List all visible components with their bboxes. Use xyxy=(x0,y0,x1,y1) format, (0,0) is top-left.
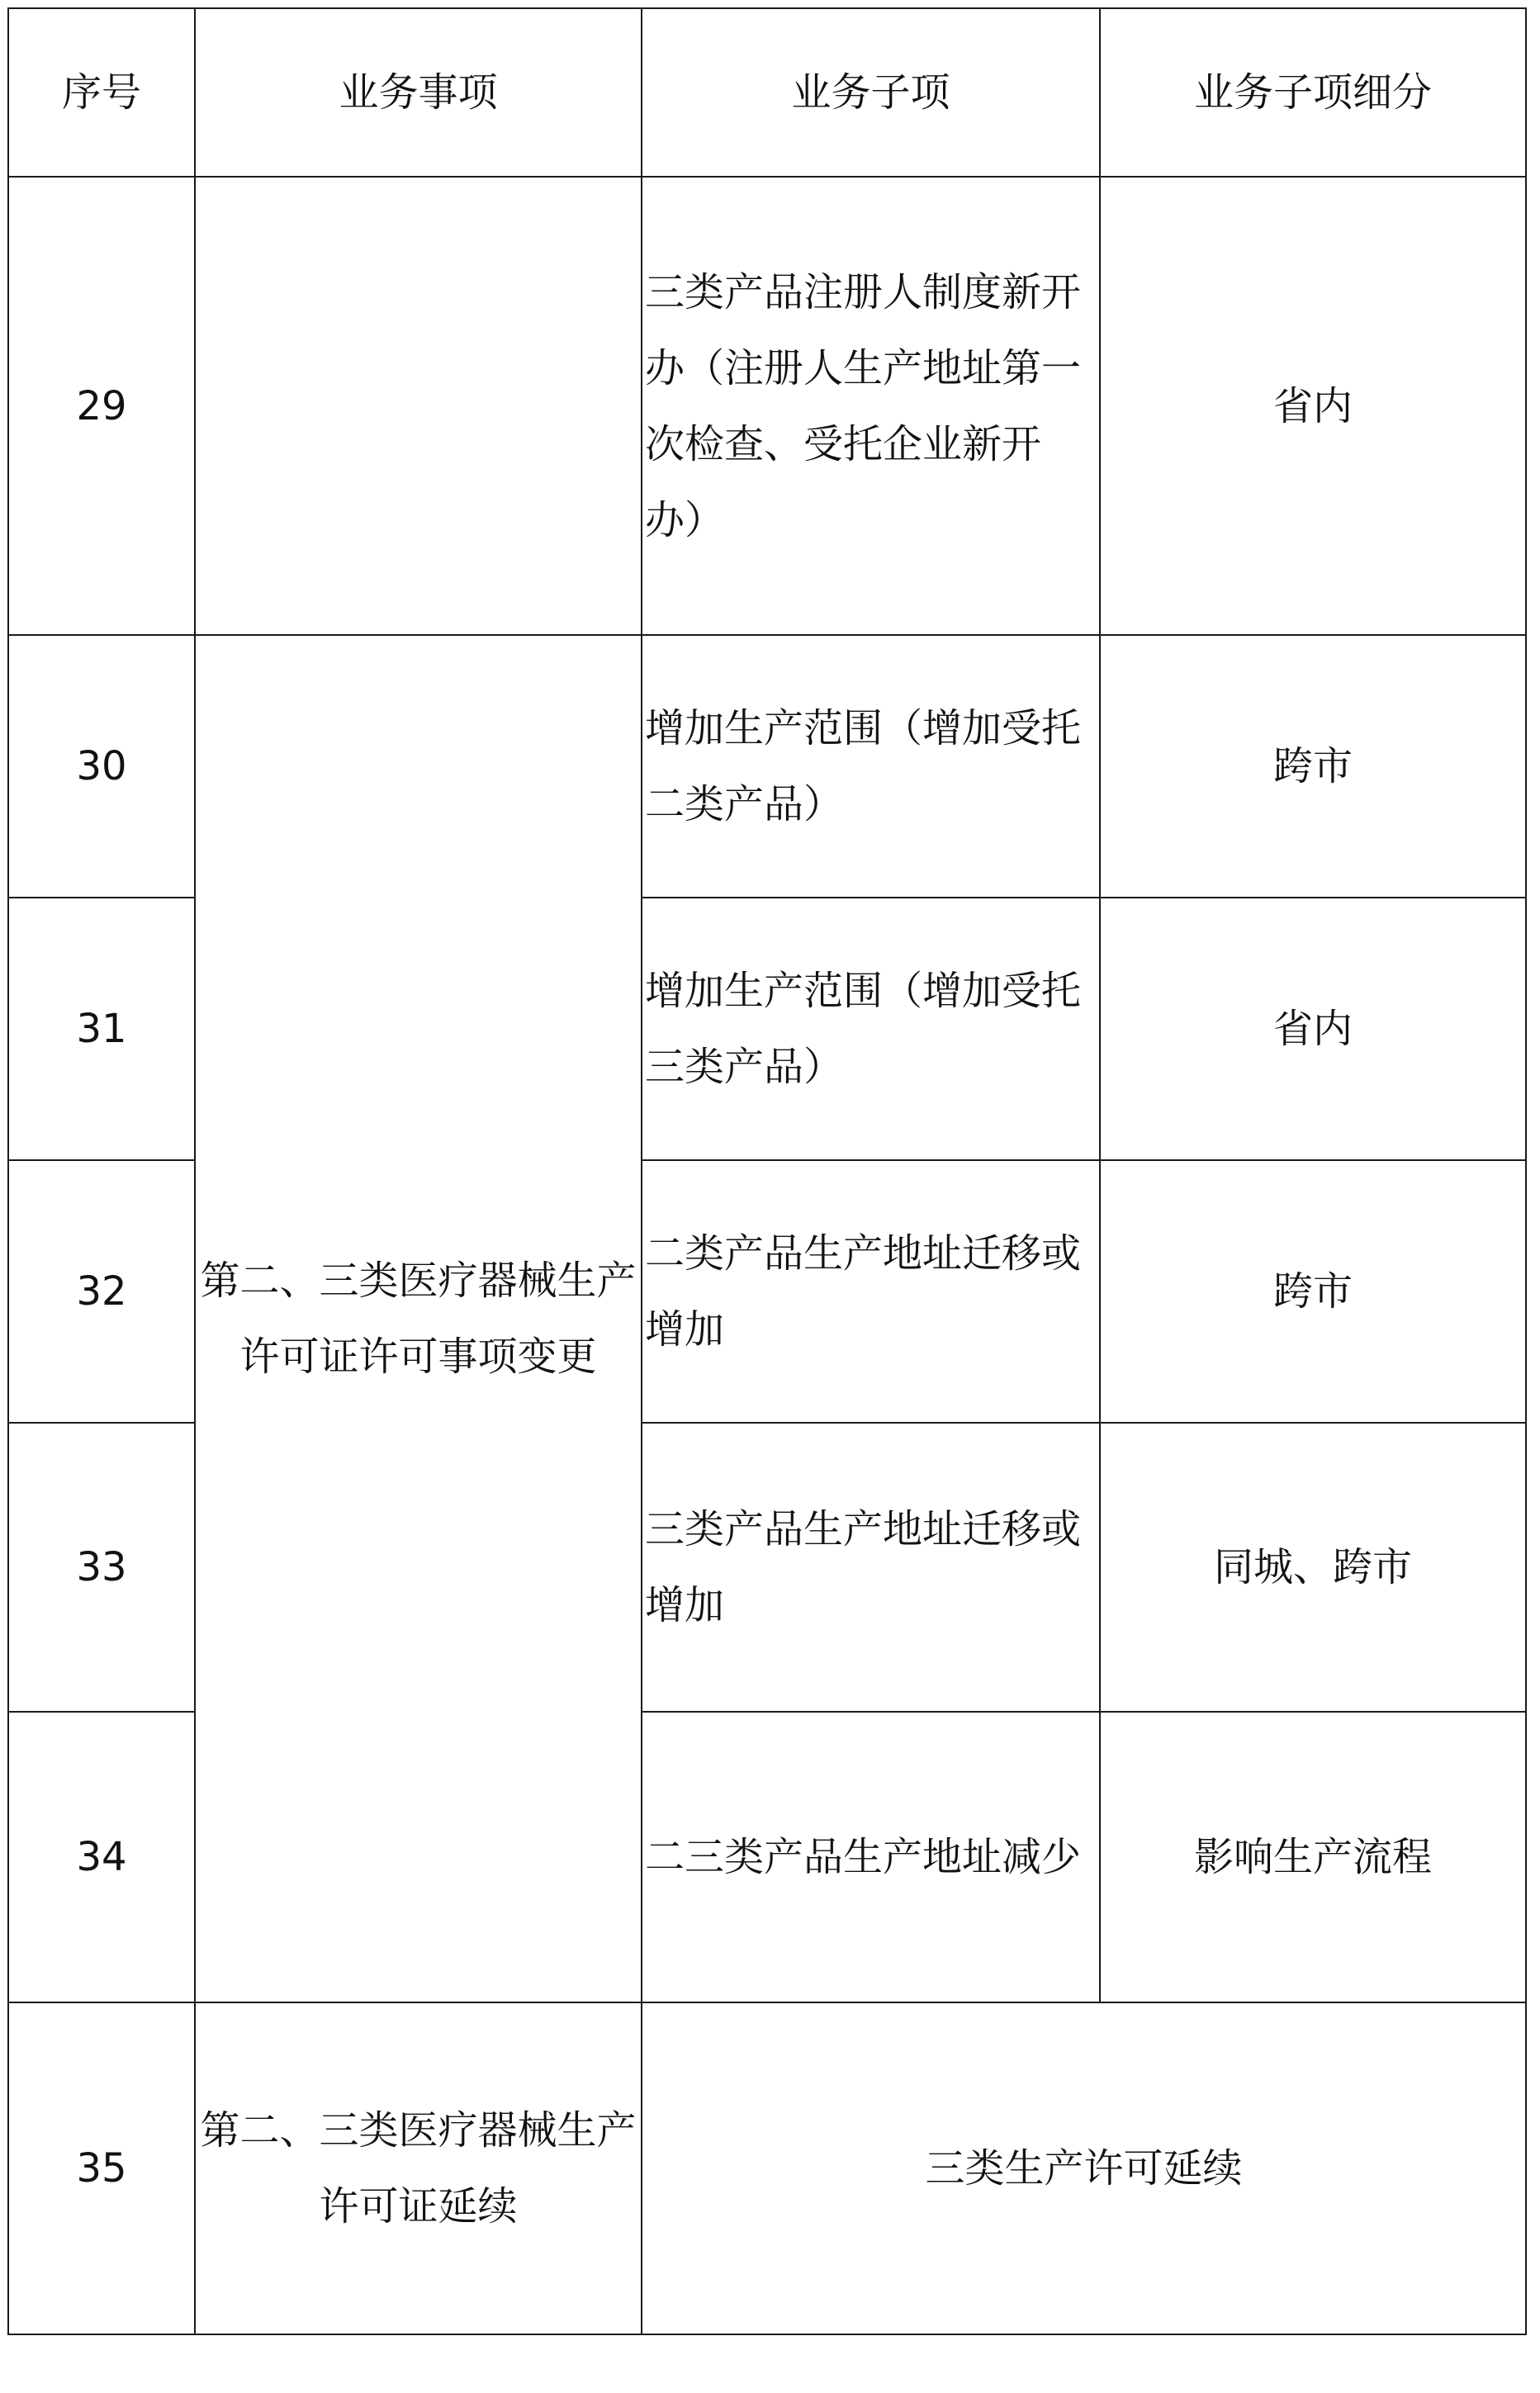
merged-subitem-cell: 三类生产许可延续 xyxy=(642,2002,1526,2334)
detail-cell: 省内 xyxy=(1100,898,1526,1160)
detail-cell: 跨市 xyxy=(1100,1160,1526,1423)
header-row xyxy=(8,8,1526,177)
seq-cell: 29 xyxy=(8,177,195,635)
business-items-table xyxy=(7,7,1527,2335)
seq-cell: 30 xyxy=(8,635,195,898)
table-row xyxy=(8,177,1526,635)
subitem-cell: 增加生产范围（增加受托 二类产品） xyxy=(642,635,1100,898)
header-seq: 序号 xyxy=(8,8,195,177)
seq-cell: 35 xyxy=(8,2002,195,2334)
detail-cell: 省内 xyxy=(1100,177,1526,635)
seq-cell: 31 xyxy=(8,898,195,1160)
header-detail: 业务子项细分 xyxy=(1100,8,1526,177)
subitem-cell: 增加生产范围（增加受托 三类产品） xyxy=(642,898,1100,1160)
seq-cell: 34 xyxy=(8,1712,195,2002)
subitem-cell: 二三类产品生产地址减少 xyxy=(642,1712,1100,2002)
table-row xyxy=(8,635,1526,898)
item-cell xyxy=(195,177,642,635)
item-cell: 第二、三类医疗器械生产 许可证延续 xyxy=(195,2002,642,2334)
subitem-cell: 三类产品注册人制度新开 办（注册人生产地址第一 次检查、受托企业新开办） xyxy=(642,177,1100,635)
header-item: 业务事项 xyxy=(195,8,642,177)
detail-cell: 跨市 xyxy=(1100,635,1526,898)
subitem-cell: 二类产品生产地址迁移或 增加 xyxy=(642,1160,1100,1423)
table-row xyxy=(8,2002,1526,2334)
seq-cell: 33 xyxy=(8,1423,195,1712)
seq-cell: 32 xyxy=(8,1160,195,1423)
subitem-cell: 三类产品生产地址迁移或 增加 xyxy=(642,1423,1100,1712)
detail-cell: 同城、跨市 xyxy=(1100,1423,1526,1712)
header-subitem: 业务子项 xyxy=(642,8,1100,177)
merged-item-cell: 第二、三类医疗器械生产 许可证许可事项变更 xyxy=(195,635,642,2002)
detail-cell: 影响生产流程 xyxy=(1100,1712,1526,2002)
